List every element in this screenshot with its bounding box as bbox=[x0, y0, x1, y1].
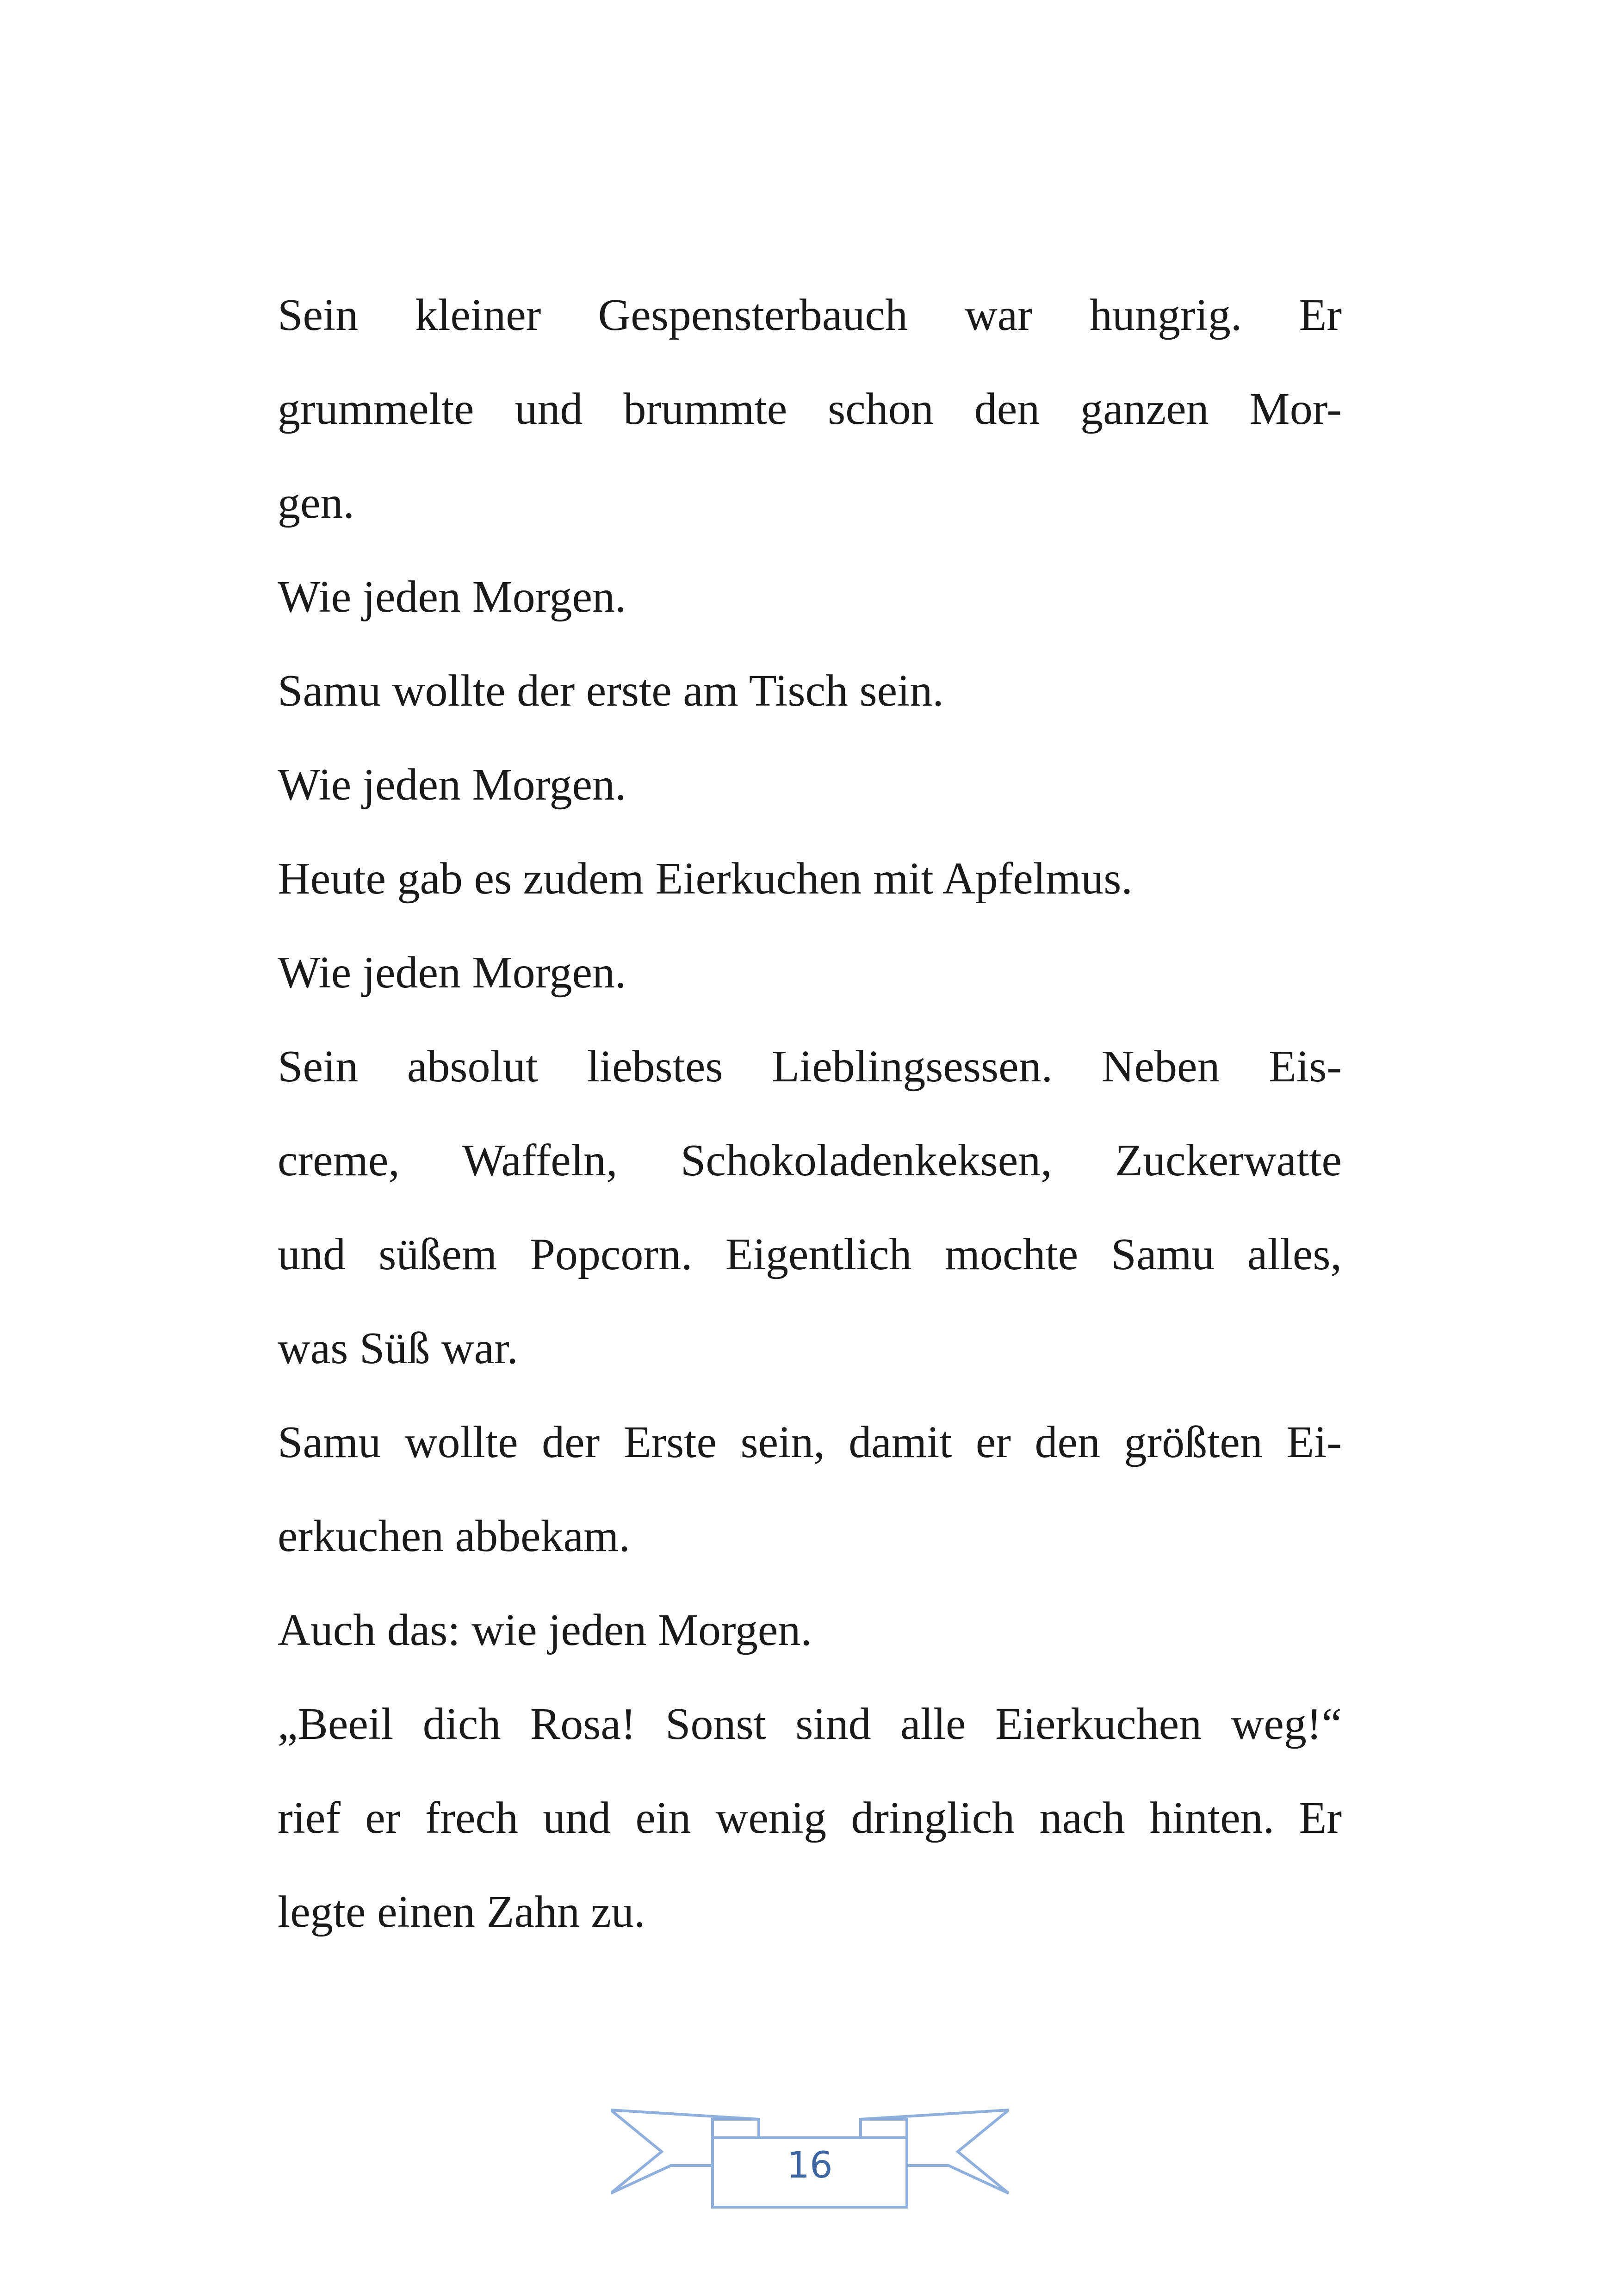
text-line: Sein kleiner Gespensterbauch war hungrig. Er bbox=[278, 290, 1342, 340]
text-line: legte einen Zahn zu. bbox=[278, 1887, 645, 1937]
text-line: Wie jeden Morgen. bbox=[278, 572, 626, 622]
page-number: 16 bbox=[787, 2145, 833, 2186]
text-line: Heute gab es zudem Eierkuchen mit Apfelmus. bbox=[278, 854, 1133, 904]
text-line: was Süß war. bbox=[278, 1323, 518, 1373]
text-line: erkuchen abbekam. bbox=[278, 1511, 630, 1561]
text-line: creme, Waffeln, Schokoladenkeksen, Zuckerwatte bbox=[278, 1136, 1342, 1185]
text-line: Wie jeden Morgen. bbox=[278, 760, 626, 810]
text-line: rief er frech und ein wenig dringlich nach hinten. Er bbox=[278, 1793, 1342, 1843]
text-line: gen. bbox=[278, 478, 354, 528]
text-line: Samu wollte der erste am Tisch sein. bbox=[278, 666, 944, 716]
text-line: grummelte und brummte schon den ganzen Mor- bbox=[278, 384, 1342, 434]
text-line: Samu wollte der Erste sein, damit er den größten Ei- bbox=[278, 1417, 1342, 1467]
text-line: und süßem Popcorn. Eigentlich mochte Samu alles, bbox=[278, 1229, 1342, 1279]
text-line: Sein absolut liebstes Lieblingsessen. Neben Eis- bbox=[278, 1042, 1342, 1092]
text-line: „Beeil dich Rosa! Sonst sind alle Eierkuchen weg!“ bbox=[278, 1699, 1342, 1749]
text-line: Wie jeden Morgen. bbox=[278, 948, 626, 998]
text-line: Auch das: wie jeden Morgen. bbox=[278, 1605, 812, 1655]
